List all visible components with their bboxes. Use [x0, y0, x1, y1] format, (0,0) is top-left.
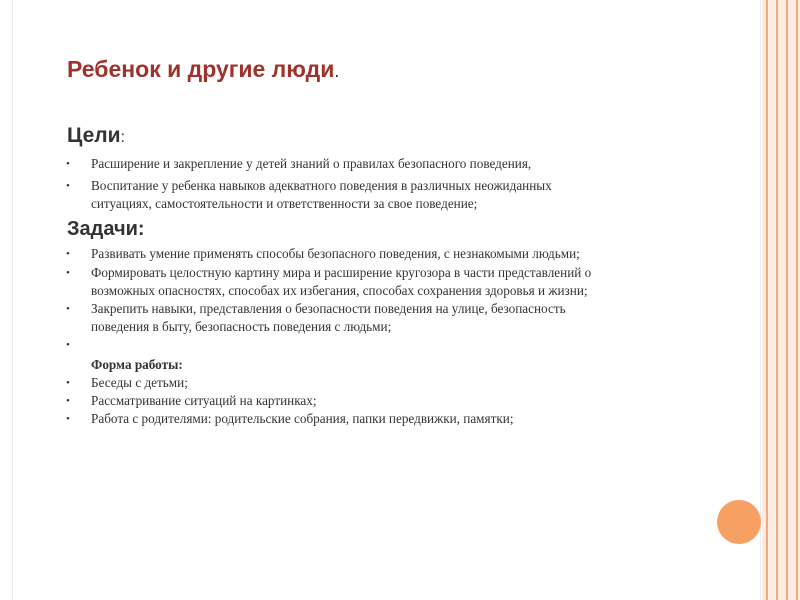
decorative-right-band	[762, 0, 800, 600]
decorative-stripe	[796, 0, 798, 600]
bullet: •	[66, 303, 70, 315]
goals-heading	[67, 124, 125, 148]
bullet: •	[66, 158, 70, 170]
task-line: Формировать целостную картину мира и расширение кругозора в части представлений о	[91, 265, 592, 280]
work-form-item: Рассматривание ситуаций на картинках;	[91, 393, 317, 408]
bullet: •	[66, 395, 70, 407]
task-item	[91, 245, 711, 263]
bullet: •	[66, 339, 70, 351]
decorative-circle	[717, 500, 761, 544]
slide-border-left	[12, 0, 13, 600]
goal-item	[91, 177, 711, 213]
work-form-heading: Форма работы:	[91, 357, 183, 372]
bullet: •	[66, 267, 70, 279]
slide-title-dot: .	[334, 61, 340, 81]
task-line: поведения в быту, безопасность поведения с людьми;	[91, 319, 392, 334]
work-form-item: Беседы с детьми;	[91, 375, 188, 390]
task-line: Закрепить навыки, представления о безопасности поведения на улице, безопасность	[91, 301, 566, 316]
slide-title-text: Ребенок и другие люди	[67, 56, 335, 82]
slide-border-right	[760, 0, 761, 600]
goal-item	[91, 155, 711, 173]
goals-heading-text: Цели	[67, 124, 121, 147]
bullet: •	[66, 413, 70, 425]
goals-heading-colon: :	[120, 129, 125, 146]
task-item	[91, 300, 711, 336]
work-form-item: Работа с родителями: родительские собрания, папки передвижки, памятки;	[91, 411, 514, 426]
decorative-stripe	[766, 0, 768, 600]
task-line: возможных опасностях, способах их избегания, способах сохранения здоровья и жизни;	[91, 283, 588, 298]
task-line: Развивать умение применять способы безопасного поведения, с незнакомыми людьми;	[91, 246, 580, 261]
goal-line: ситуациях, самостоятельности и ответственности за свое поведение;	[91, 196, 478, 211]
decorative-stripe	[786, 0, 788, 600]
bullet: •	[66, 248, 70, 260]
slide-title	[67, 56, 339, 83]
task-item	[91, 264, 711, 300]
goal-line: Воспитание у ребенка навыков адекватного поведения в различных неожиданных	[91, 178, 552, 193]
goal-line: Расширение и закрепление у детей знаний о правилах безопасного поведения,	[91, 156, 532, 171]
bullet: •	[66, 180, 70, 192]
decorative-stripe	[776, 0, 778, 600]
tasks-heading: Задачи:	[67, 218, 145, 240]
bullet: •	[66, 377, 70, 389]
